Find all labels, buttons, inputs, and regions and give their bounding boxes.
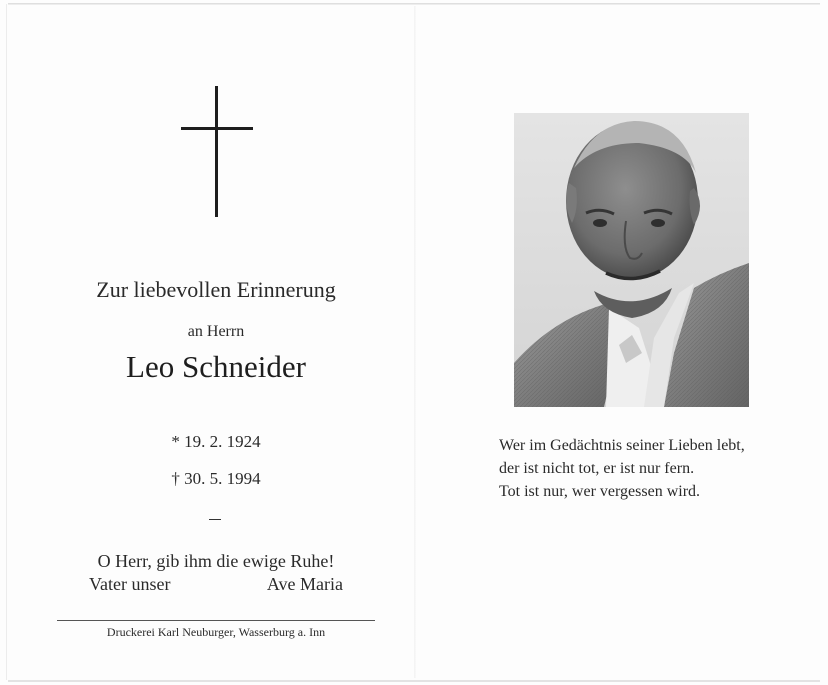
printer-divider — [57, 620, 375, 621]
deceased-name: Leo Schneider — [126, 349, 306, 384]
card-fold — [414, 6, 416, 678]
salutation: an Herrn — [187, 323, 245, 340]
prayer-ave-maria: Ave Maria — [266, 574, 343, 594]
printer-credit: Druckerei Karl Neuburger, Wasserburg a. Inn — [106, 625, 326, 639]
portrait-photo — [514, 113, 749, 407]
memorial-poem — [499, 434, 809, 503]
cross-vertical-bar — [215, 86, 218, 217]
prayer-names-row — [89, 574, 343, 598]
death-date: † 30. 5. 1994 — [171, 469, 261, 488]
birth-date: * 19. 2. 1924 — [171, 432, 261, 451]
card-edge-bottom — [8, 680, 820, 682]
cross-horizontal-bar — [181, 127, 253, 130]
card-edge-top — [8, 3, 820, 5]
poem-line-1: Wer im Gedächtnis seiner Lieben lebt, — [499, 437, 745, 454]
card-edge-left — [6, 4, 7, 680]
memorial-heading: Zur liebevollen Erinnerung — [96, 277, 336, 302]
prayer-vater-unser: Vater unser — [89, 574, 171, 594]
separator-dash — [209, 519, 221, 520]
poem-line-3: Tot ist nur, wer vergessen wird. — [499, 483, 701, 500]
prayer-line: O Herr, gib ihm die ewige Ruhe! — [97, 551, 335, 571]
poem-line-2: der ist nicht tot, er ist nur fern. — [499, 460, 695, 477]
